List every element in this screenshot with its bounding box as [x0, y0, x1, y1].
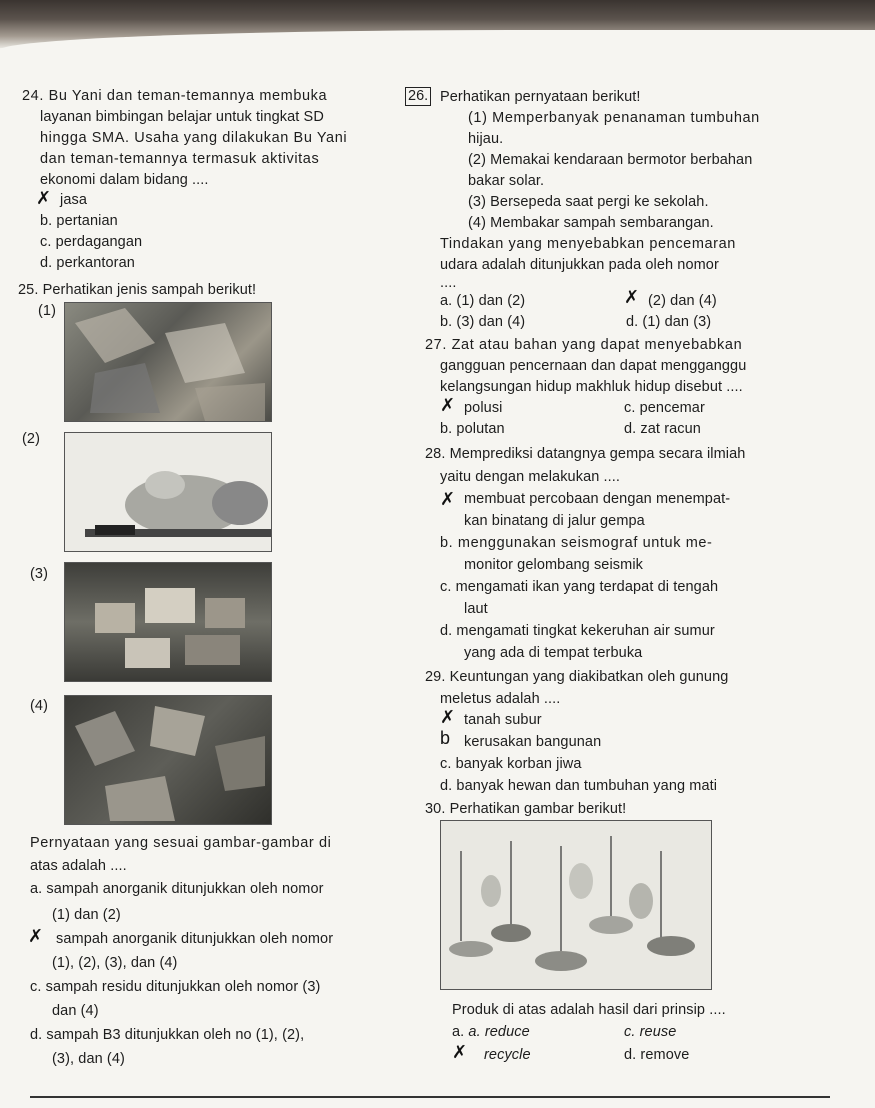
q28-option-cont: kan binatang di jalur gempa	[464, 513, 645, 529]
q26-option[interactable]: (2) dan (4)	[648, 293, 717, 309]
waste-photo-2	[64, 432, 272, 552]
q24-line: hingga SMA. Usaha yang dilakukan Bu Yani	[40, 130, 348, 146]
q30-option[interactable]: recycle	[484, 1047, 531, 1063]
q28-option-cont: monitor gelombang seismik	[464, 557, 643, 573]
image-label: (4)	[30, 698, 49, 714]
waste-photo-1	[64, 302, 272, 422]
q27-line: gangguan pencernaan dan dapat mengganggu	[440, 358, 747, 374]
option-text: c. reuse	[624, 1024, 677, 1040]
q26-line: udara adalah ditunjukkan pada oleh nomor	[440, 257, 719, 273]
q26-line: (4) Membakar sampah sembarangan.	[468, 215, 714, 231]
question-number-box: 26.	[405, 87, 431, 106]
bottom-divider	[30, 1096, 830, 1098]
q24-option[interactable]: b. pertanian	[40, 213, 118, 229]
option-marker: b	[440, 728, 451, 748]
image-label: (2)	[22, 431, 41, 447]
q27-line: 27. Zat atau bahan yang dapat menyebabkan	[425, 337, 743, 353]
q28-option-cont: yang ada di tempat terbuka	[464, 645, 643, 661]
q25-option-cont: (1), (2), (3), dan (4)	[52, 955, 178, 971]
q27-option[interactable]: b. polutan	[440, 421, 505, 437]
q28-line: 28. Memprediksi datangnya gempa secara ilmiah	[425, 446, 746, 462]
q25-option-cont: dan (4)	[52, 1003, 99, 1019]
q29-option[interactable]: tanah subur	[464, 712, 542, 728]
q26-line: Perhatikan pernyataan berikut!	[440, 89, 641, 105]
q26-line: (1) Memperbanyak penanaman tumbuhan	[468, 110, 760, 126]
q30-line: Produk di atas adalah hasil dari prinsip ....	[452, 1002, 726, 1018]
q25-option-cont: (1) dan (2)	[52, 907, 121, 923]
q26-line: hijau.	[468, 131, 504, 147]
answer-cross-mark: ✗	[624, 287, 640, 307]
image-label: (3)	[30, 566, 49, 582]
q25-stem: atas adalah ....	[30, 858, 127, 874]
waste-photo-4	[64, 695, 272, 825]
q27-option[interactable]: c. pencemar	[624, 400, 705, 416]
q24-line: layanan bimbingan belajar untuk tingkat SD	[40, 109, 324, 125]
q25-option[interactable]: a. sampah anorganik ditunjukkan oleh nomor	[30, 881, 324, 897]
q28-option[interactable]: d. mengamati tingkat kekeruhan air sumur	[440, 623, 715, 639]
answer-cross-mark: ✗	[440, 489, 456, 509]
answer-cross-mark: ✗	[28, 926, 44, 946]
answer-cross-mark: ✗	[440, 707, 456, 727]
answer-cross-mark: ✗	[440, 395, 456, 415]
q24-line: dan teman-temannya termasuk aktivitas	[40, 151, 320, 167]
q28-option[interactable]: membuat percobaan dengan menempat-	[464, 491, 731, 507]
q29-option[interactable]: c. banyak korban jiwa	[440, 756, 582, 772]
q30-option[interactable]: d. remove	[624, 1047, 690, 1063]
q24-line: 24. Bu Yani dan teman-temannya membuka	[22, 88, 328, 104]
q26-option[interactable]: d. (1) dan (3)	[626, 314, 712, 330]
q27-option[interactable]: d. zat racun	[624, 421, 701, 437]
q30-line: 30. Perhatikan gambar berikut!	[425, 801, 627, 817]
q30-option[interactable]	[624, 1023, 676, 1041]
answer-cross-mark: ✗	[452, 1042, 468, 1062]
q24-option[interactable]: d. perkantoran	[40, 255, 135, 271]
q25-option[interactable]: sampah anorganik ditunjukkan oleh nomor	[56, 931, 334, 947]
image-label: (1)	[38, 303, 57, 319]
q25-option[interactable]: d. sampah B3 ditunjukkan oleh no (1), (2),	[30, 1027, 305, 1043]
q26-option[interactable]: b. (3) dan (4)	[440, 314, 526, 330]
q26-option[interactable]: a. (1) dan (2)	[440, 293, 526, 309]
recycled-product-photo	[440, 820, 712, 990]
answer-cross-mark: ✗	[36, 188, 52, 208]
q29-option[interactable]: kerusakan bangunan	[464, 734, 602, 750]
q24-line: ekonomi dalam bidang ....	[40, 172, 209, 188]
q25-option-cont: (3), dan (4)	[52, 1051, 125, 1067]
q29-line: 29. Keuntungan yang diakibatkan oleh gunung	[425, 669, 729, 685]
q26-line: (2) Memakai kendaraan bermotor berbahan	[468, 152, 753, 168]
q26-line: bakar solar.	[468, 173, 545, 189]
q24-option[interactable]: c. perdagangan	[40, 234, 143, 250]
q27-line: kelangsungan hidup makhluk hidup disebut ....	[440, 379, 743, 395]
q26-line: Tindakan yang menyebabkan pencemaran	[440, 236, 736, 252]
waste-photo-3	[64, 562, 272, 682]
q26-line: ....	[440, 275, 457, 291]
q28-option[interactable]: c. mengamati ikan yang terdapat di tengah	[440, 579, 719, 595]
q29-line: meletus adalah ....	[440, 691, 561, 707]
q28-option-cont: laut	[464, 601, 488, 617]
q25-line: 25. Perhatikan jenis sampah berikut!	[18, 282, 257, 298]
q25-option[interactable]: c. sampah residu ditunjukkan oleh nomor (3)	[30, 979, 321, 995]
q24-option[interactable]: jasa	[60, 192, 87, 208]
q28-option[interactable]: b. menggunakan seismograf untuk me-	[440, 535, 713, 551]
q28-line: yaitu dengan melakukan ....	[440, 469, 621, 485]
q27-option[interactable]: polusi	[464, 400, 503, 416]
q29-option[interactable]: d. banyak hewan dan tumbuhan yang mati	[440, 778, 718, 794]
option-text: a. reduce	[468, 1024, 530, 1040]
q25-stem: Pernyataan yang sesuai gambar-gambar di	[30, 835, 332, 851]
q26-line: (3) Bersepeda saat pergi ke sekolah.	[468, 194, 709, 210]
q30-option[interactable]: a. a. reduce	[452, 1024, 530, 1040]
